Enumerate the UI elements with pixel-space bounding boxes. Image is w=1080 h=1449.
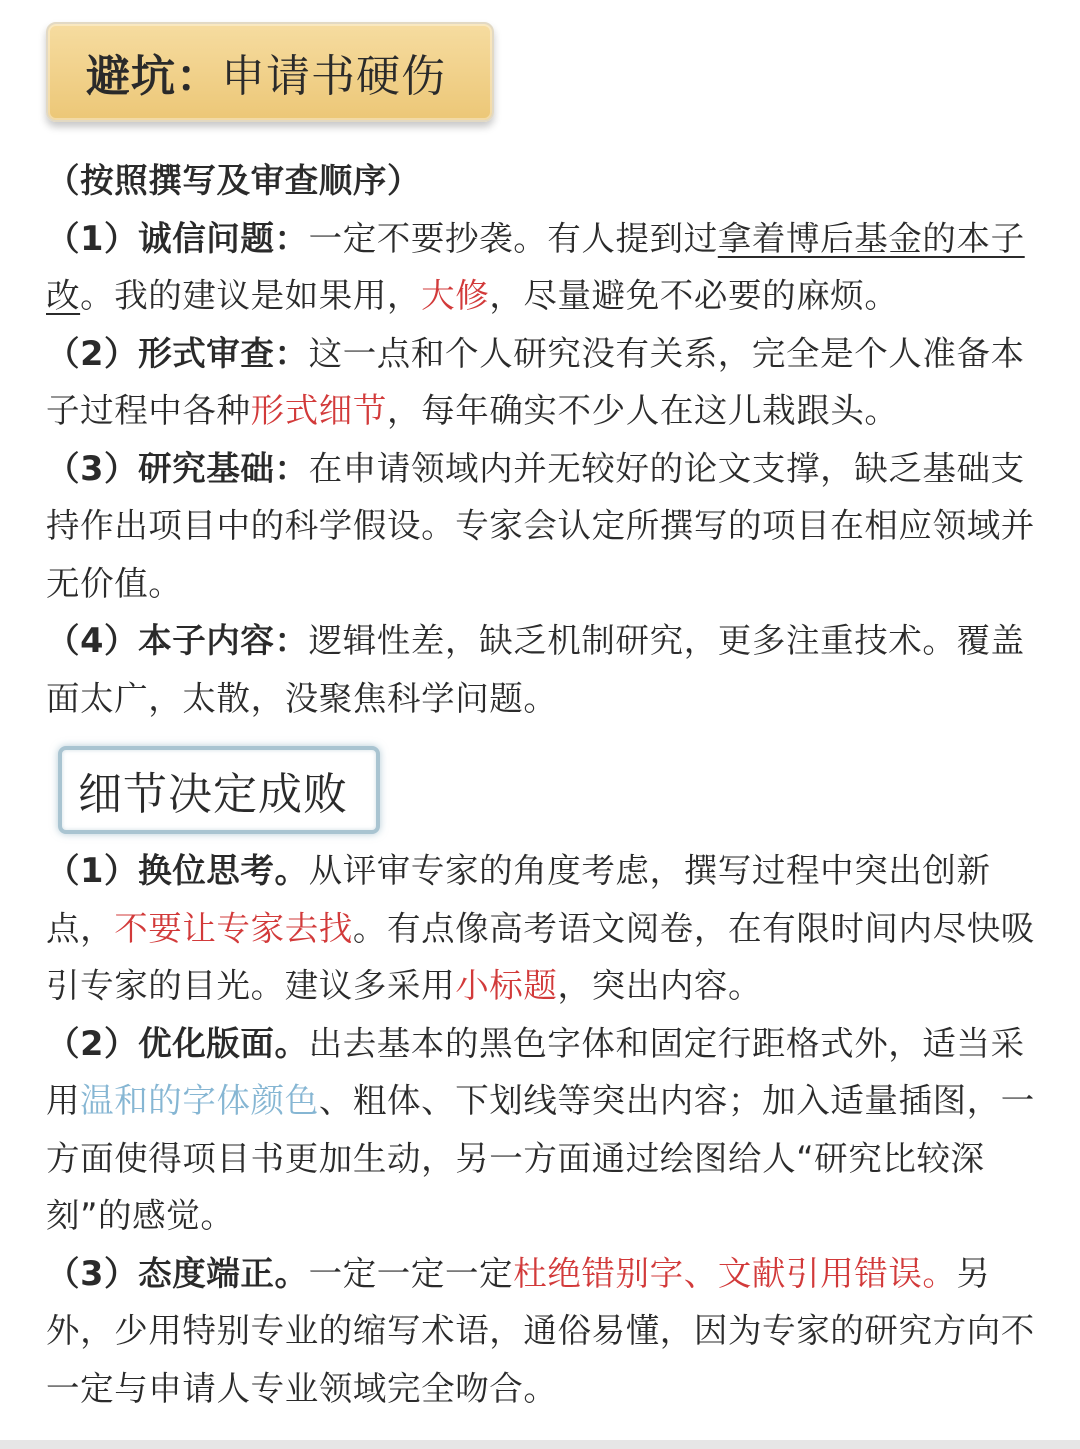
item-text: 。有点像高考语文阅卷，在有限时间内尽快吸引专家的目光。建议多采用 [46,908,1035,1005]
item-highlight-red: 大修 [421,276,490,315]
item-lead: （3）态度端正。 [46,1253,309,1293]
detail-item-layout [46,1015,1046,1245]
item-text: ，每年确实不少人在这儿栽跟头。 [387,391,899,430]
section-title-pitfalls-bold: 避坑： [86,51,221,102]
section-title-details: 细节决定成败 [58,746,380,834]
item-lead: （1）换位思考。 [46,851,309,890]
bottom-divider [0,1440,1080,1449]
item-highlight-blue: 温和的字体颜色 [80,1081,319,1120]
item-text: ，突出内容。 [557,966,763,1005]
item-text: 。我的建议是如果用， [80,276,422,315]
item-lead: （2）优化版面。 [46,1023,309,1063]
item-text: 另外，少用特别专业的缩写术语，通俗易懂，因为专家的研究方向不一定与申请人专业领域完全吻合。 [46,1253,1035,1408]
item-text: 从评审专家的角度考虑，撰写过程中突出创新点， [46,851,991,948]
detail-item-attitude [46,1245,1046,1418]
pitfall-item-format-review [46,325,1046,440]
item-text: 出去基本的黑色字体和固定行距格式外，适当采用 [46,1023,1025,1120]
item-highlight-red: 杜绝错别字、文献引用错误。 [513,1253,957,1293]
section-title-pitfalls [46,22,494,122]
item-lead: （1）诚信问题： [46,218,309,258]
item-text: 这一点和个人研究没有关系，完全是个人准备本子过程中各种 [46,333,1025,430]
item-lead: （3）研究基础： [46,448,309,488]
item-text: 逻辑性差，缺乏机制研究，更多注重技术。覆盖面太广，太散，没聚焦科学问题。 [46,621,1025,718]
item-highlight-red: 不要让专家去找 [114,908,353,948]
item-lead: （4）本子内容： [46,621,309,660]
pitfall-item-integrity [46,210,1046,325]
intro-note: （按照撰写及审查顺序） [46,161,422,200]
section-title-pitfalls-rest: 申请书硬伤 [221,51,446,102]
item-highlight-red: 形式细节 [250,391,388,430]
detail-item-perspective [46,842,1046,1015]
item-text: ，尽量避免不必要的麻烦。 [489,276,899,315]
item-text: 一定一定一定 [308,1253,514,1293]
item-highlight-red: 小标题 [455,966,558,1005]
item-text: 、粗体、下划线等突出内容；加入适量插图，一方面使得项目书更加生动，另一方面通过绘图给人“研究比较深刻”的感觉。 [46,1081,1035,1235]
pitfall-item-research-basis [46,440,1046,613]
details-section [46,842,1046,1417]
item-text: 一定不要抄袭。有人提到过 [308,218,718,258]
item-text: 在申请领域内并无较好的论文支撑，缺乏基础支持作出项目中的科学假设。专家会认定所撰写的项目在相应领域并无价值。 [46,448,1035,603]
item-underline-text: 拿着博后基金的本子改 [46,218,1025,315]
pitfall-item-content [46,612,1046,727]
item-lead: （2）形式审查： [46,333,309,373]
pitfalls-section [46,152,1046,727]
